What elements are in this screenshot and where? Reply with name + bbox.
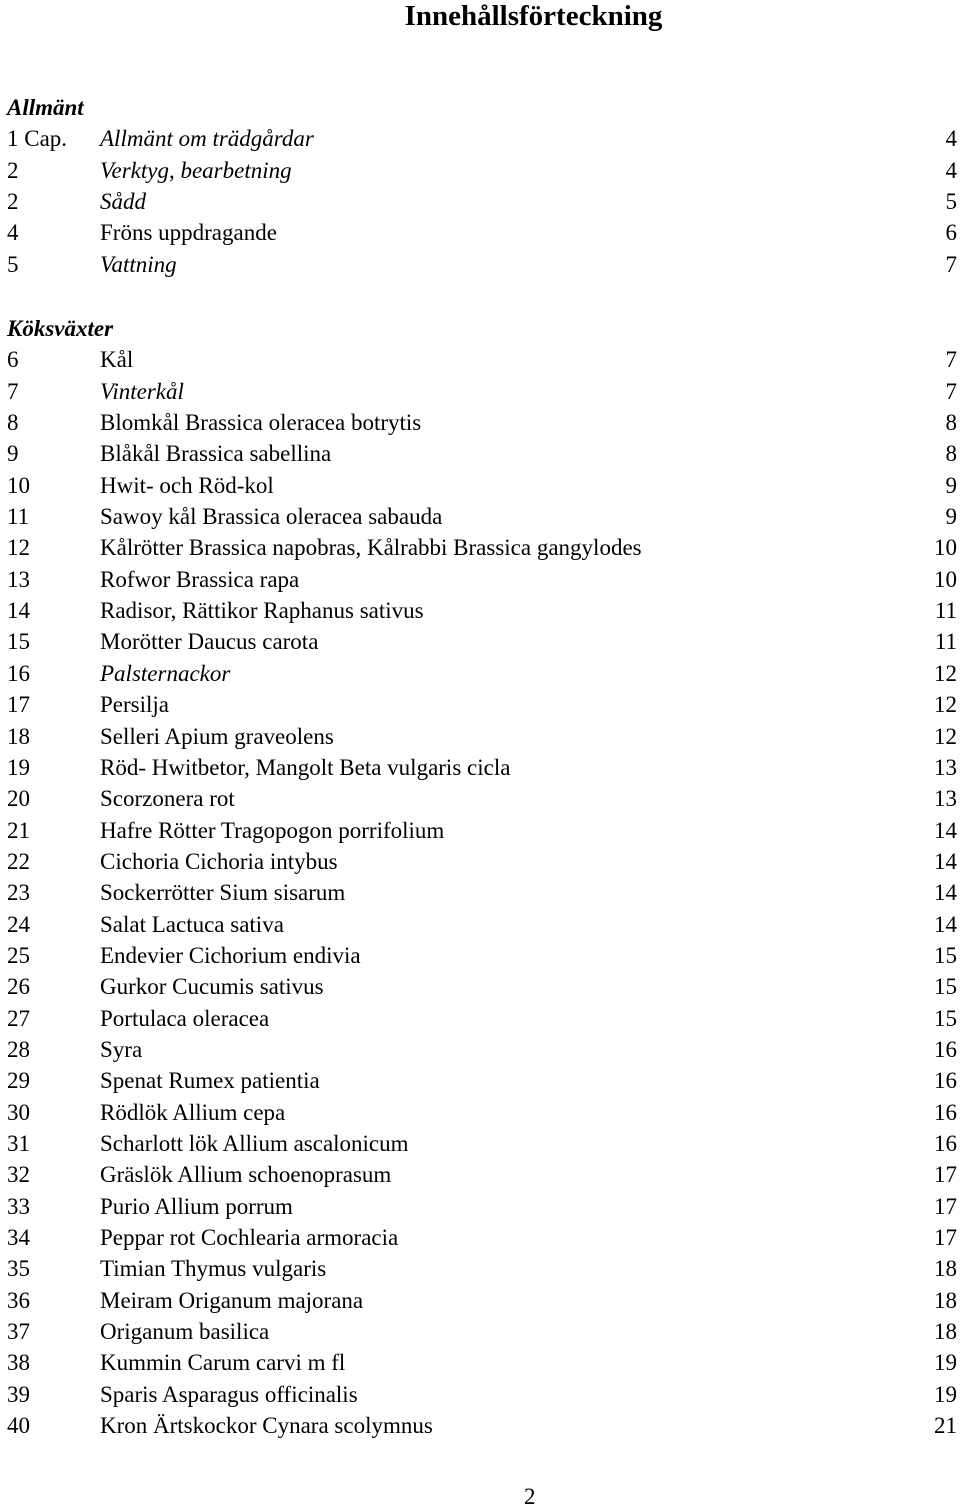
toc-entry-number: 18 [7,723,30,749]
toc-row [0,1159,960,1190]
toc-entry-number: 26 [7,974,30,1000]
toc-entry-page: 12 [934,692,957,718]
toc-entry-number: 35 [7,1256,30,1282]
toc-row [0,752,960,783]
toc-entry-page: 15 [934,974,957,1000]
toc-entry-title: Scorzonera rot [100,786,235,812]
toc-entry-title: Kummin Carum carvi m fl [100,1350,346,1376]
toc-entry-title: Palsternackor [100,660,231,686]
toc-entry-title: Meiram Origanum majorana [100,1287,364,1313]
toc-entry-page: 12 [934,660,957,686]
toc-entry-page: 11 [934,629,957,655]
toc-entry-number: 22 [7,848,30,874]
toc-entry-page: 11 [934,598,957,624]
toc-entry-page: 16 [934,1036,957,1062]
footer-page-number: 2 [524,1484,536,1509]
toc-entry-title: Allmänt om trädgårdar [100,126,314,152]
toc-entry-title: Blåkål Brassica sabellina [100,441,332,467]
toc-entry-title: Morötter Daucus carota [100,629,319,655]
toc-entry-number: 34 [7,1225,30,1251]
toc-row [0,940,960,971]
toc-entry-page: 15 [934,942,957,968]
toc-entry-page: 14 [934,817,957,843]
toc-entry-number: 24 [7,911,30,937]
toc-row [0,971,960,1002]
toc-row [0,626,960,657]
toc-entry-page: 12 [934,723,957,749]
toc-entry-number: 32 [7,1162,30,1188]
toc-entry-page: 17 [934,1162,957,1188]
toc-entry-number: 8 [7,410,19,436]
toc-entry-number: 30 [7,1099,30,1125]
toc-row [0,1410,960,1441]
section-heading: Köksväxter [7,316,114,341]
toc-row [0,470,960,501]
page-title: Innehållsförteckning [404,0,663,32]
toc-entry-number: 31 [7,1130,30,1156]
toc-entry-page: 18 [934,1256,957,1282]
toc-entry-page: 7 [945,347,957,373]
toc-entry-page: 19 [934,1381,957,1407]
section-heading: Allmänt [7,95,84,120]
toc-row [0,1316,960,1347]
toc-entry-page: 19 [934,1350,957,1376]
toc-entry-number: 28 [7,1036,30,1062]
toc-entry-title: Vinterkål [100,378,184,404]
toc-row [0,155,960,186]
toc-entry-page: 14 [934,911,957,937]
toc-entry-title: Scharlott lök Allium ascalonicum [100,1130,409,1156]
toc-row [0,595,960,626]
toc-entry-title: Spenat Rumex patientia [100,1068,320,1094]
toc-entry-page: 16 [934,1130,957,1156]
toc-entry-title: Verktyg, bearbetning [100,157,292,183]
toc-entry-number: 12 [7,535,30,561]
toc-entry-number: 13 [7,566,30,592]
toc-entry-page: 18 [934,1319,957,1345]
toc-entry-number: 2 [7,189,19,215]
toc-entry-number: 11 [7,504,30,530]
toc-row [0,1253,960,1284]
section-allmant [0,92,960,280]
toc-entry-title: Selleri Apium graveolens [100,723,334,749]
toc-entry-title: Rödlök Allium cepa [100,1099,286,1125]
toc-entry-number: 6 [7,347,19,373]
toc-entry-title: Timian Thymus vulgaris [100,1256,327,1282]
toc-entry-number: 20 [7,786,30,812]
toc-entry-title: Peppar rot Cochlearia armoracia [100,1225,399,1251]
toc-entry-number: 23 [7,880,30,906]
toc-entry-title: Sådd [100,189,146,215]
toc-entry-number: 4 [7,220,19,246]
toc-entry-page: 9 [945,472,957,498]
toc-row [0,186,960,217]
toc-entry-number: 14 [7,598,30,624]
toc-entry-title: Gurkor Cucumis sativus [100,974,324,1000]
toc-row [0,123,960,154]
toc-entry-title: Röd- Hwitbetor, Mangolt Beta vulgaris cicla [100,754,511,780]
toc-entry-number: 36 [7,1287,30,1313]
toc-entry-title: Hafre Rötter Tragopogon porrifolium [100,817,445,843]
toc-entry-page: 9 [945,504,957,530]
toc-entry-number: 2 [7,157,19,183]
toc-entry-page: 7 [945,251,957,277]
toc-row [0,658,960,689]
toc-entry-number: 5 [7,251,19,277]
toc-entry-page: 17 [934,1193,957,1219]
toc-row [0,1034,960,1065]
toc-entry-title: Portulaca oleracea [100,1005,270,1031]
toc-row [0,1003,960,1034]
toc-entry-page: 7 [945,378,957,404]
toc-entry-page: 21 [934,1413,957,1439]
toc-entry-page: 6 [945,220,957,246]
toc-entry-number: 1 Cap. [7,126,68,152]
toc-row [0,249,960,280]
toc-entry-number: 21 [7,817,30,843]
toc-entry-page: 18 [934,1287,957,1313]
toc-entry-title: Blomkål Brassica oleracea botrytis [100,410,422,436]
toc-entry-number: 7 [7,378,19,404]
toc-entry-title: Sparis Asparagus officinalis [100,1381,358,1407]
toc-entry-title: Vattning [100,251,177,277]
toc-entry-page: 8 [945,441,957,467]
toc-entry-title: Kål [100,347,134,373]
toc-entry-number: 27 [7,1005,30,1031]
toc-entry-title: Hwit- och Röd-kol [100,472,274,498]
toc-row [0,877,960,908]
toc-entry-title: Purio Allium porrum [100,1193,293,1219]
toc-entry-title: Radisor, Rättikor Raphanus sativus [100,598,424,624]
toc-entry-number: 16 [7,660,30,686]
toc-entry-number: 39 [7,1381,30,1407]
toc-row [0,217,960,248]
toc-row [0,689,960,720]
toc-row [0,501,960,532]
toc-row [0,1128,960,1159]
toc-entry-number: 37 [7,1319,30,1345]
toc-list [0,123,960,280]
toc-entry-title: Gräslök Allium schoenoprasum [100,1162,392,1188]
toc-row [0,1379,960,1410]
toc-entry-page: 10 [934,566,957,592]
toc-entry-page: 4 [945,126,957,152]
toc-entry-title: Sockerrötter Sium sisarum [100,880,346,906]
toc-entry-title: Kron Ärtskockor Cynara scolymnus [100,1413,433,1439]
toc-entry-title: Origanum basilica [100,1319,270,1345]
toc-list [0,344,960,1441]
toc-entry-page: 8 [945,410,957,436]
toc-entry-number: 10 [7,472,30,498]
toc-entry-page: 14 [934,848,957,874]
toc-entry-title: Rofwor Brassica rapa [100,566,300,592]
toc-entry-number: 38 [7,1350,30,1376]
toc-entry-title: Endevier Cichorium endivia [100,942,361,968]
toc-entry-page: 14 [934,880,957,906]
toc-entry-page: 16 [934,1068,957,1094]
toc-row [0,815,960,846]
toc-row [0,846,960,877]
toc-entry-number: 15 [7,629,30,655]
toc-entry-page: 4 [945,157,957,183]
toc-row [0,1222,960,1253]
toc-entry-title: Syra [100,1036,143,1062]
toc-entry-number: 17 [7,692,30,718]
toc-entry-number: 40 [7,1413,30,1439]
toc-entry-title: Fröns uppdragande [100,220,277,246]
toc-row [0,564,960,595]
section-koksvaxter [0,313,960,1441]
toc-row [0,1191,960,1222]
toc-entry-title: Sawoy kål Brassica oleracea sabauda [100,504,443,530]
toc-entry-title: Persilja [100,692,169,718]
toc-row [0,783,960,814]
toc-entry-page: 5 [945,189,957,215]
toc-row [0,1065,960,1096]
toc-entry-title: Salat Lactuca sativa [100,911,284,937]
toc-row [0,376,960,407]
toc-entry-page: 13 [934,786,957,812]
toc-entry-title: Kålrötter Brassica napobras, Kålrabbi Brassica gangylodes [100,535,642,561]
toc-row [0,438,960,469]
toc-row [0,1097,960,1128]
toc-row [0,344,960,375]
toc-entry-page: 13 [934,754,957,780]
toc-row [0,909,960,940]
toc-entry-page: 10 [934,535,957,561]
toc-row [0,532,960,563]
toc-entry-number: 9 [7,441,19,467]
toc-entry-page: 17 [934,1225,957,1251]
toc-entry-title: Cichoria Cichoria intybus [100,848,338,874]
toc-row [0,721,960,752]
toc-row [0,1285,960,1316]
toc-entry-number: 19 [7,754,30,780]
toc-entry-number: 29 [7,1068,30,1094]
toc-entry-page: 16 [934,1099,957,1125]
toc-row [0,407,960,438]
toc-entry-number: 33 [7,1193,30,1219]
toc-entry-page: 15 [934,1005,957,1031]
toc-entry-number: 25 [7,942,30,968]
toc-row [0,1347,960,1378]
